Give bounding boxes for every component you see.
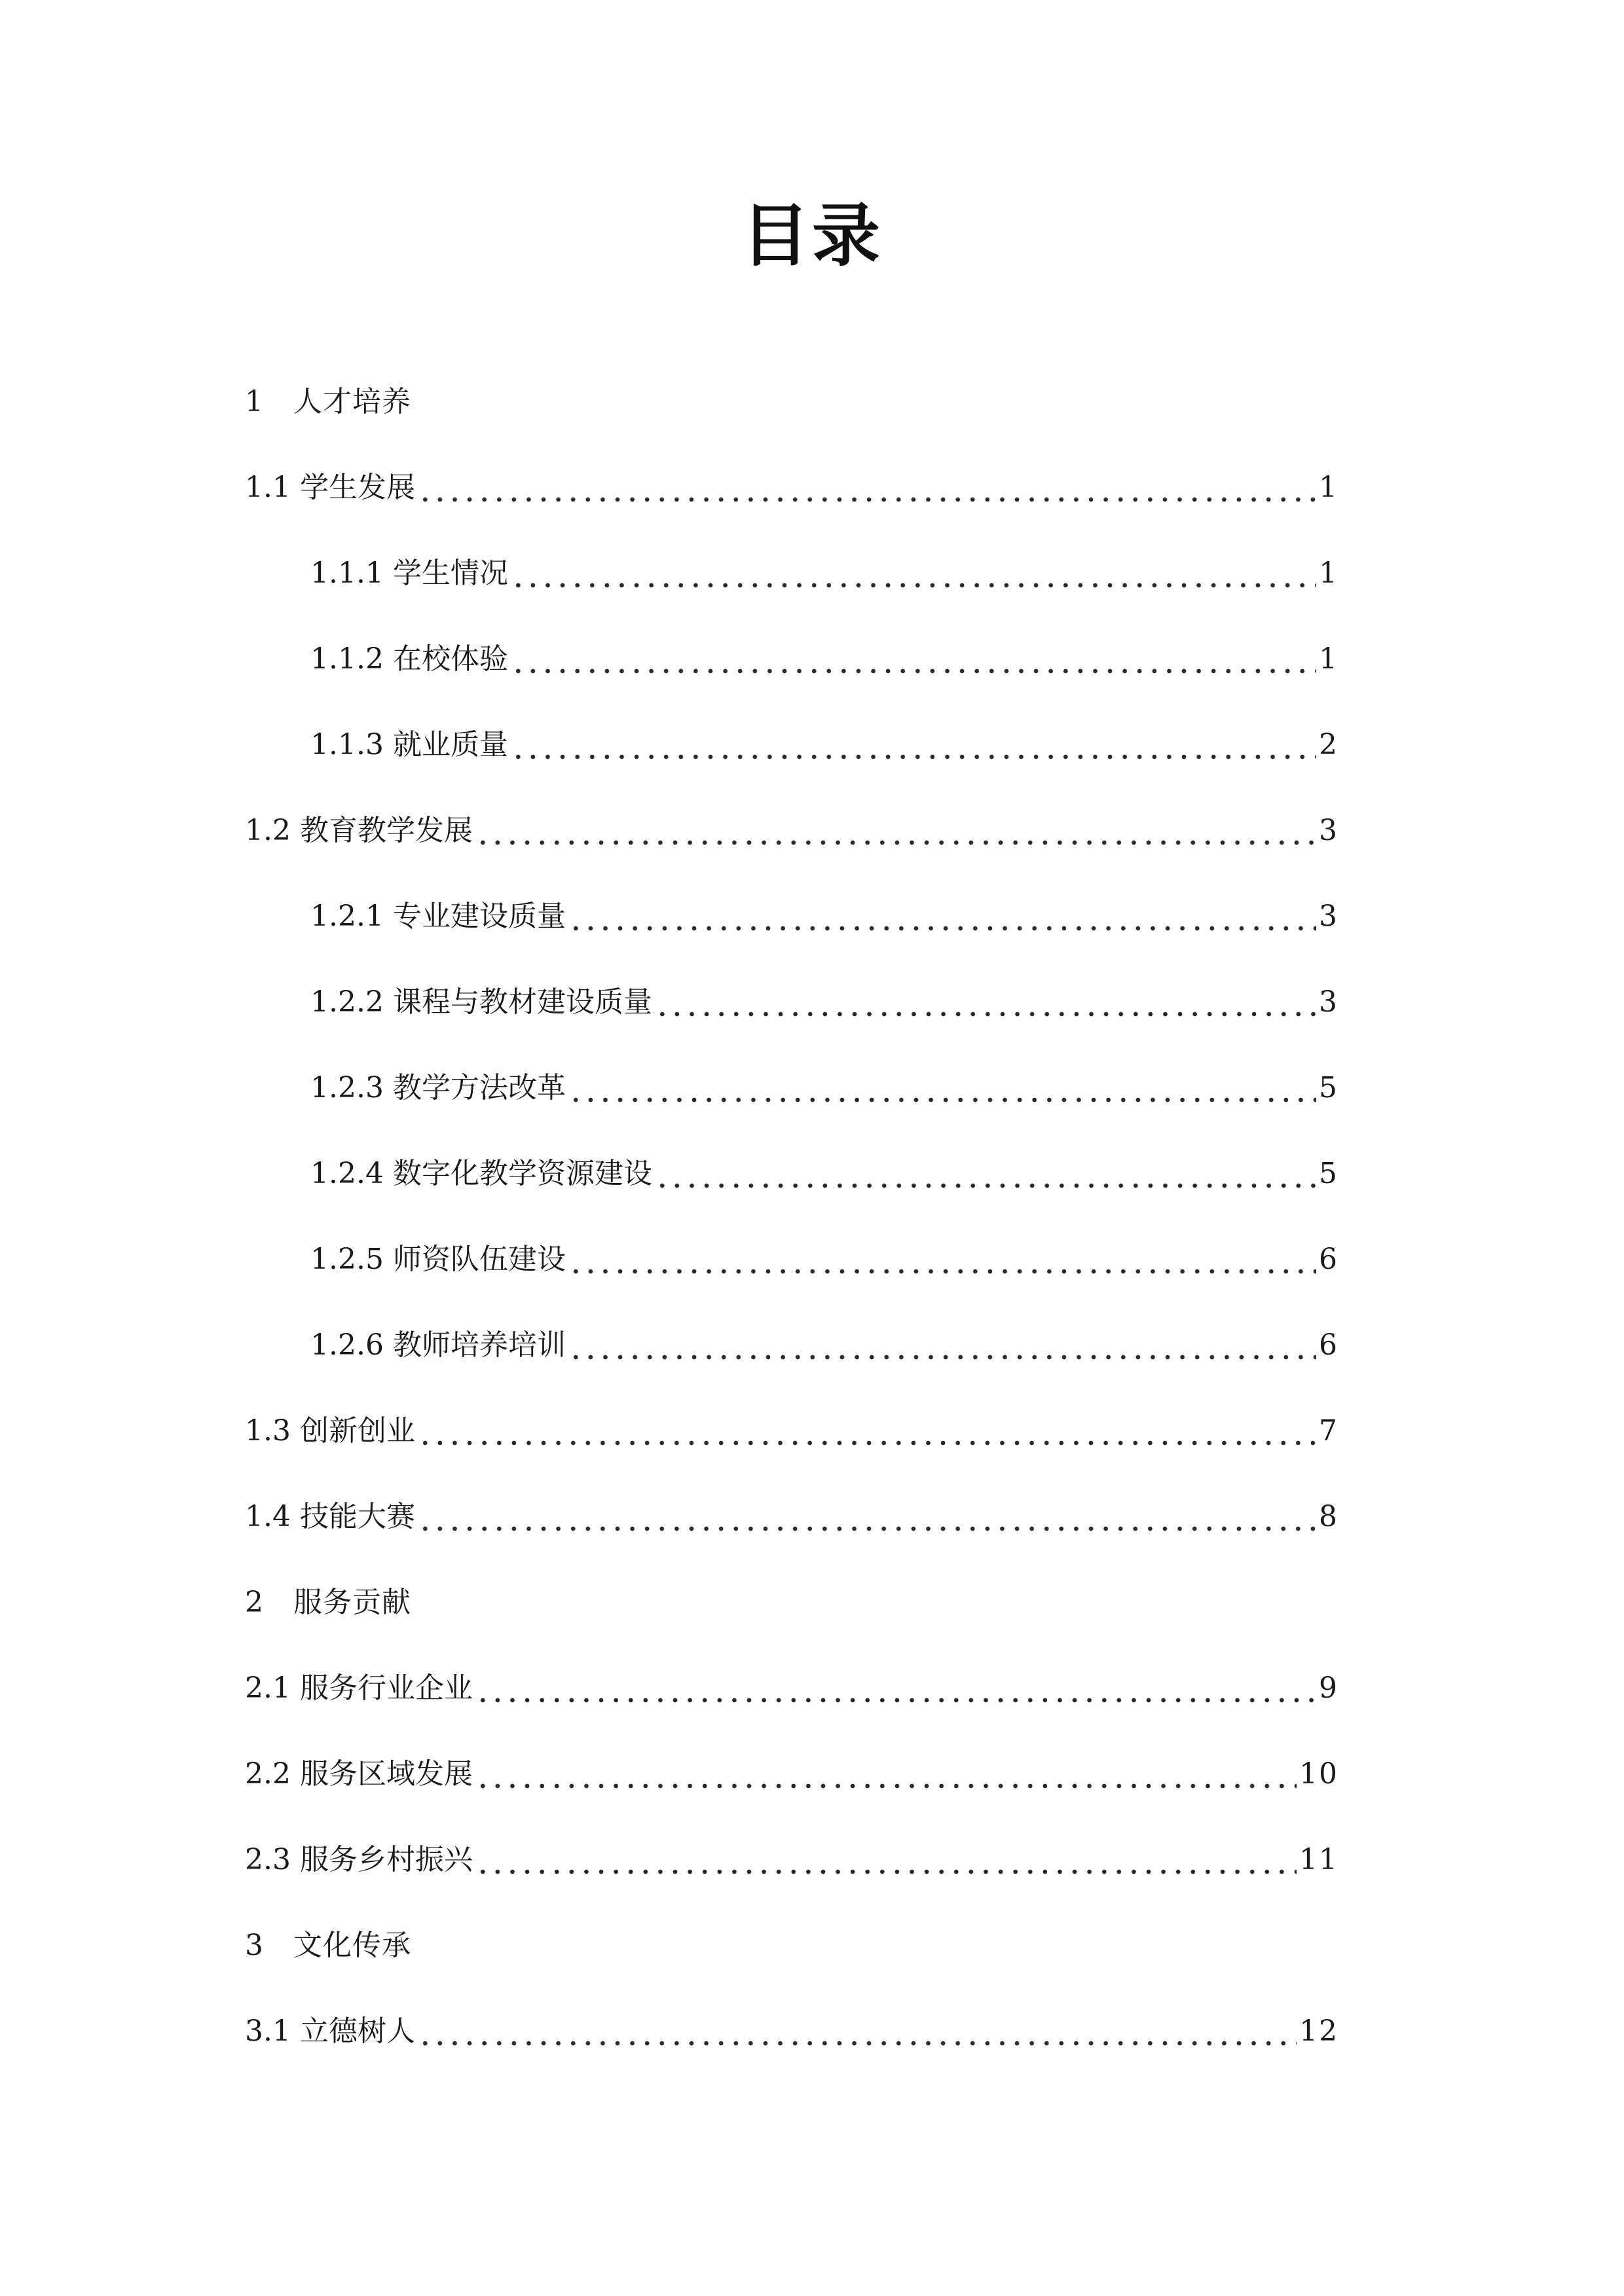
toc-entry-1-3[interactable] — [245, 1388, 1338, 1474]
dot-leader — [511, 725, 1316, 765]
toc-page-number: 12 — [1299, 2014, 1338, 2048]
dot-leader — [511, 640, 1316, 679]
toc-page-number: 1 — [1319, 642, 1338, 676]
dot-leader — [475, 1755, 1297, 1794]
toc-entry-label: 1.2.5 师资队伍建设 — [310, 1242, 566, 1276]
page-title: 目录 — [741, 195, 883, 276]
dot-leader — [568, 897, 1316, 936]
dot-leader — [568, 1068, 1316, 1108]
toc-page-number: 3 — [1319, 899, 1338, 933]
toc-entry-1-2-6[interactable] — [245, 1302, 1338, 1388]
dot-leader — [568, 1240, 1316, 1279]
toc-page-number: 3 — [1319, 813, 1338, 847]
toc-entry-label: 1.4 技能大赛 — [245, 1499, 415, 1533]
toc-entry-label: 1.2.6 教师培养培训 — [310, 1328, 566, 1362]
dot-leader — [511, 554, 1316, 593]
toc-page-number: 8 — [1319, 1499, 1338, 1533]
toc-entry-1-2[interactable] — [245, 788, 1338, 873]
toc-entry-1-2-4[interactable] — [245, 1131, 1338, 1216]
toc-entry-1-2-3[interactable] — [245, 1045, 1338, 1131]
toc-entry-label: 1.1.1 学生情况 — [310, 556, 508, 590]
toc-entry-1-1[interactable] — [245, 445, 1338, 530]
dot-leader — [475, 1840, 1297, 1880]
dot-leader — [568, 1326, 1316, 1365]
toc-entry-label: 2.2 服务区域发展 — [245, 1757, 473, 1791]
toc-page-number: 1 — [1319, 470, 1338, 504]
dot-leader — [475, 1669, 1316, 1708]
toc-entry-label: 1.2.1 专业建设质量 — [310, 899, 566, 933]
toc-entry-1-1-2[interactable] — [245, 616, 1338, 702]
toc-entry-label: 1.1 学生发展 — [245, 470, 415, 504]
toc-entry-label: 1.2.4 数字化教学资源建设 — [310, 1156, 652, 1190]
dot-leader — [655, 1154, 1316, 1194]
toc-page-number: 5 — [1319, 1070, 1338, 1104]
table-of-contents — [245, 359, 1338, 2074]
toc-entry-label: 1.2 教育教学发展 — [245, 813, 473, 847]
toc-page-number: 6 — [1319, 1242, 1338, 1276]
toc-chapter-3[interactable] — [245, 1903, 1338, 1988]
toc-entry-1-2-5[interactable] — [245, 1216, 1338, 1302]
toc-entry-2-2[interactable] — [245, 1731, 1338, 1817]
toc-page-number: 6 — [1319, 1328, 1338, 1362]
dot-leader — [475, 811, 1316, 850]
dot-leader — [418, 1412, 1316, 1451]
toc-entry-label: 1.2.2 课程与教材建设质量 — [310, 985, 652, 1019]
toc-entry-1-1-3[interactable] — [245, 702, 1338, 788]
dot-leader — [418, 468, 1316, 507]
toc-page-number: 7 — [1319, 1413, 1338, 1448]
toc-page-number: 10 — [1299, 1757, 1338, 1791]
toc-page-number: 1 — [1319, 556, 1338, 590]
toc-entry-label: 1 人才培养 — [245, 384, 411, 418]
toc-entry-label: 1.3 创新创业 — [245, 1413, 415, 1448]
dot-leader — [418, 1497, 1316, 1537]
toc-entry-label: 3.1 立德树人 — [245, 2014, 415, 2048]
toc-entry-1-2-2[interactable] — [245, 959, 1338, 1045]
toc-chapter-2[interactable] — [245, 1559, 1338, 1645]
toc-entry-2-1[interactable] — [245, 1645, 1338, 1731]
toc-entry-1-2-1[interactable] — [245, 873, 1338, 959]
toc-entry-label: 1.1.2 在校体验 — [310, 642, 508, 676]
toc-entry-2-3[interactable] — [245, 1817, 1338, 1903]
toc-entry-label: 3 文化传承 — [245, 1928, 411, 1962]
toc-entry-label: 2.1 服务行业企业 — [245, 1671, 473, 1705]
toc-entry-1-4[interactable] — [245, 1474, 1338, 1559]
dot-leader — [655, 983, 1316, 1022]
toc-entry-label: 1.2.3 教学方法改革 — [310, 1070, 566, 1104]
toc-page-number: 2 — [1319, 727, 1338, 761]
toc-entry-label: 1.1.3 就业质量 — [310, 727, 508, 761]
toc-page-number: 9 — [1319, 1671, 1338, 1705]
toc-page-number: 3 — [1319, 985, 1338, 1019]
toc-page-number: 5 — [1319, 1156, 1338, 1190]
toc-entry-label: 2.3 服务乡村振兴 — [245, 1842, 473, 1876]
toc-entry-label: 2 服务贡献 — [245, 1585, 411, 1619]
toc-entry-3-1[interactable] — [245, 1988, 1338, 2074]
toc-entry-1-1-1[interactable] — [245, 530, 1338, 616]
toc-chapter-1[interactable] — [245, 359, 1338, 445]
dot-leader — [418, 2012, 1297, 2051]
toc-page-number: 11 — [1299, 1842, 1338, 1876]
